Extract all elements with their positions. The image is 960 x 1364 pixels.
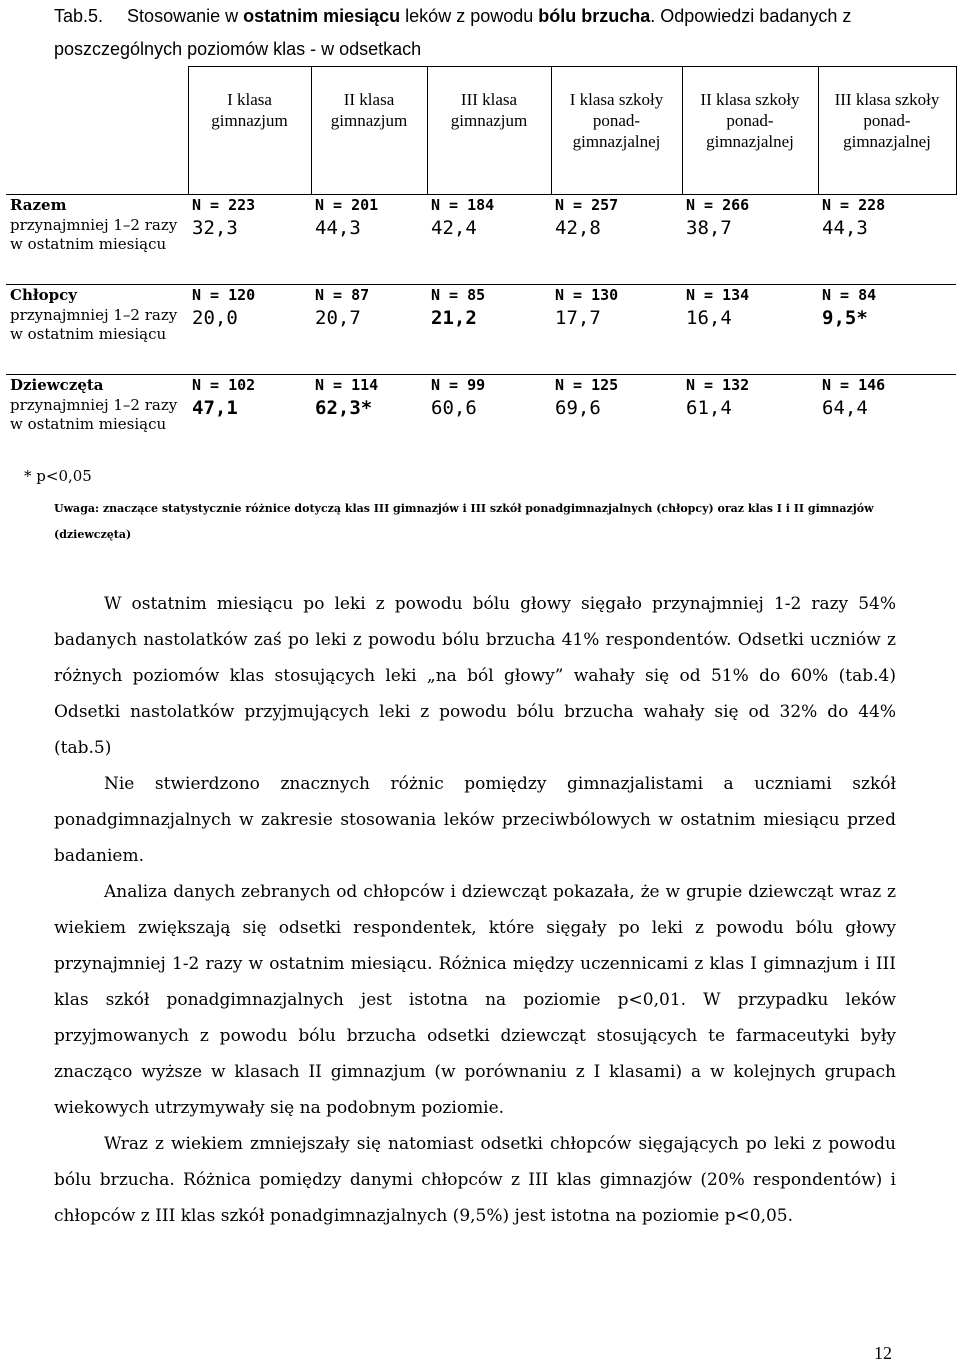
- group-row-dziewczeta: [6, 375, 956, 397]
- paragraph: Nie stwierdzono znacznych różnic pomiędzy gimnazjalistami a uczniami szkół ponadgimnazjalnych w zakresie stosowania leków przeciwbólowych w ostatnim miesiącu przed badaniem.: [54, 774, 896, 866]
- value-cell: 20,0: [192, 307, 238, 329]
- col-header: I klasa szkoły ponad-gimnazjalnej: [551, 67, 682, 195]
- sample-size: N = 120: [188, 285, 311, 307]
- data-table: [6, 66, 957, 464]
- value-cell-significant: 21,2: [431, 307, 477, 329]
- sample-size: N = 99: [427, 375, 551, 397]
- caption-text-1: Stosowanie w: [127, 6, 244, 26]
- sample-size: N = 228: [818, 195, 956, 217]
- value-cell: 42,4: [431, 217, 477, 239]
- table-label: Tab.5.: [54, 6, 104, 26]
- sample-size: N = 266: [682, 195, 818, 217]
- row-label: przynajmniej 1–2 razy w ostatnim miesiącu: [10, 216, 178, 253]
- col-header: III klasa gimnazjum: [427, 67, 551, 195]
- paragraph: Wraz z wiekiem zmniejszały się natomiast odsetki chłopców sięgających po leki z powodu bólu brzucha. Różnica pomiędzy danymi chłopców z III klas gimnazjów (20% respondentów) i chłopców z III klas szkół ponadgimnazjalnych (9,5%) jest istotna na poziomie p<0,05.: [54, 1134, 896, 1226]
- col-header: II klasa gimnazjum: [311, 67, 427, 195]
- value-cell: 17,7: [555, 307, 601, 329]
- value-cell: 16,4: [686, 307, 732, 329]
- group-name: Dziewczęta: [6, 375, 188, 397]
- value-row-razem: [6, 216, 956, 285]
- sample-size: N = 223: [188, 195, 311, 217]
- sample-size: N = 134: [682, 285, 818, 307]
- sample-size: N = 114: [311, 375, 427, 397]
- value-cell: 60,6: [431, 397, 477, 419]
- caption-bold-1: ostatnim miesiącu: [243, 6, 401, 26]
- row-label: przynajmniej 1–2 razy w ostatnim miesiącu: [10, 306, 178, 343]
- table-note: Uwaga: znaczące statystycznie różnice dotyczą klas III gimnazjów i III szkół ponadgimnazjalnych (chłopcy) oraz klas I i II gimnazjów (dziewczęta): [54, 502, 874, 541]
- value-row-chlopcy: [6, 306, 956, 375]
- value-cell: 44,3: [822, 217, 868, 239]
- sample-size: N = 125: [551, 375, 682, 397]
- paragraph: Analiza danych zebranych od chłopców i dziewcząt pokazała, że w grupie dziewcząt wraz z wiekiem zwiększają się odsetki respondentek, które sięgały po leki z powodu bólu głowy przynajmniej 1-2 razy w ostatnim miesiącu. Różnica między uczennicami z klas I gimnazjum i III klas szkół ponadgimnazjalnych jest istotna na poziomie p<0,01. W przypadku leków przyjmowanych z powodu bólu brzucha odsetki dziewcząt stosujących te farmaceutyki były znacząco wyższe w klasach II gimnazjum (w porównaniu z I klasami) a w kolejnych grupach wiekowych utrzymywały się na podobnym poziomie.: [54, 882, 896, 1118]
- row-label: przynajmniej 1–2 razy w ostatnim miesiącu: [10, 396, 178, 433]
- value-cell: 64,4: [822, 397, 868, 419]
- value-cell: 61,4: [686, 397, 732, 419]
- col-header: I klasa gimnazjum: [188, 67, 311, 195]
- value-row-dziewczeta: [6, 396, 956, 464]
- caption-text-3: . Odpowiedzi badanych z poszczególnych poziomów klas - w odsetkach: [54, 6, 852, 59]
- value-cell-significant: 47,1: [192, 397, 238, 419]
- sample-size: N = 84: [818, 285, 956, 307]
- value-cell: 42,8: [555, 217, 601, 239]
- paragraph: W ostatnim miesiącu po leki z powodu bólu głowy sięgało przynajmniej 1-2 razy 54% badanych nastolatków zaś po leki z powodu bólu brzucha 41% respondentów. Odsetki uczniów z różnych poziomów klas stosujących leki „na ból głowy” wahały się od 51% do 60% (tab.4) Odsetki nastolatków przyjmujących leki z powodu bólu brzucha wahały się od 32% do 44% (tab.5): [54, 594, 896, 758]
- page-number: 12: [874, 1343, 892, 1363]
- sample-size: N = 201: [311, 195, 427, 217]
- group-name: Chłopcy: [6, 285, 188, 307]
- value-cell-significant: 9,5*: [822, 307, 868, 329]
- sample-size: N = 146: [818, 375, 956, 397]
- group-row-chlopcy: [6, 285, 956, 307]
- sample-size: N = 184: [427, 195, 551, 217]
- caption-text-2: leków z powodu: [400, 6, 539, 26]
- col-header: III klasa szkoły ponad-gimnazjalnej: [818, 67, 956, 195]
- value-cell: 69,6: [555, 397, 601, 419]
- value-cell: 32,3: [192, 217, 238, 239]
- value-cell: 38,7: [686, 217, 732, 239]
- value-cell: 44,3: [315, 217, 361, 239]
- sample-size: N = 132: [682, 375, 818, 397]
- sample-size: N = 85: [427, 285, 551, 307]
- value-cell-significant: 62,3*: [315, 397, 373, 419]
- header-row: [6, 67, 956, 195]
- table-caption: [54, 0, 914, 66]
- header-corner: [6, 67, 188, 195]
- group-row-razem: [6, 195, 956, 217]
- group-name: Razem: [6, 195, 188, 217]
- value-cell: 20,7: [315, 307, 361, 329]
- body-text: [54, 586, 896, 1234]
- sample-size: N = 130: [551, 285, 682, 307]
- sample-size: N = 102: [188, 375, 311, 397]
- significance-footnote: * p<0,05: [24, 467, 92, 485]
- caption-bold-2: bólu brzucha: [538, 6, 651, 26]
- sample-size: N = 87: [311, 285, 427, 307]
- sample-size: N = 257: [551, 195, 682, 217]
- col-header: II klasa szkoły ponad-gimnazjalnej: [682, 67, 818, 195]
